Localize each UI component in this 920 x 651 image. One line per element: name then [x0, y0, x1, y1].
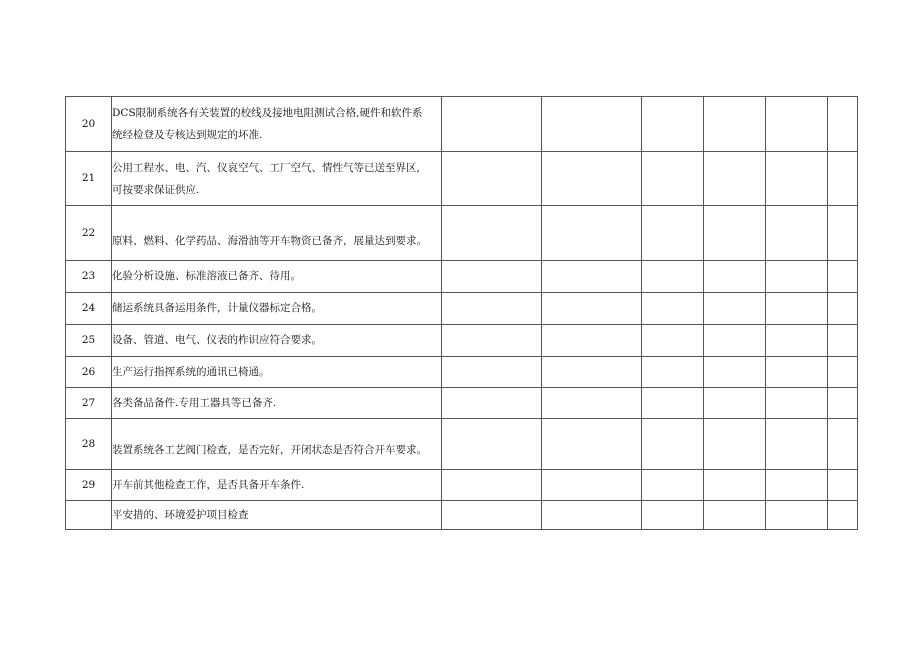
check-cell	[642, 470, 704, 501]
check-cell	[442, 388, 542, 419]
check-cell	[542, 325, 642, 357]
table-row	[66, 501, 858, 530]
item-description: 设备、管道、电气、仪表的柞识应符合要求。	[112, 325, 442, 357]
check-cell	[828, 261, 858, 293]
item-description	[112, 97, 442, 152]
check-cell	[442, 470, 542, 501]
check-cell	[766, 261, 828, 293]
row-number: 24	[66, 293, 112, 325]
check-cell	[542, 97, 642, 152]
row-number: 23	[66, 261, 112, 293]
check-cell	[642, 325, 704, 357]
check-cell	[766, 419, 828, 470]
check-cell	[642, 152, 704, 206]
check-cell	[766, 97, 828, 152]
check-cell	[542, 388, 642, 419]
item-description: 储运系统具备运用条件，计量仪器标定合格。	[112, 293, 442, 325]
item-description: 各类备品备件.专用工器具等已备齐.	[112, 388, 442, 419]
check-cell	[828, 470, 858, 501]
item-description: 生产运行指挥系统的通讯已椅通。	[112, 357, 442, 388]
item-description: 原料、燃料、化学药品、海滑油等开车物资已备齐，展量达到要求。	[112, 206, 442, 261]
check-cell	[704, 357, 766, 388]
check-cell	[704, 206, 766, 261]
check-cell	[766, 325, 828, 357]
table-row	[66, 470, 858, 501]
table-row	[66, 293, 858, 325]
check-cell	[542, 357, 642, 388]
check-cell	[642, 501, 704, 530]
check-cell	[442, 325, 542, 357]
table-row	[66, 152, 858, 206]
section-heading: 平安措的、环境爱护项目检查	[112, 501, 442, 530]
table-row	[66, 97, 858, 152]
check-cell	[766, 152, 828, 206]
item-text-line: 可按要求保证供应.	[112, 183, 200, 196]
check-cell	[766, 388, 828, 419]
table-row	[66, 261, 858, 293]
check-cell	[542, 470, 642, 501]
check-cell	[442, 97, 542, 152]
row-number	[66, 501, 112, 530]
row-number: 21	[66, 152, 112, 206]
check-cell	[704, 419, 766, 470]
check-cell	[704, 152, 766, 206]
check-cell	[704, 388, 766, 419]
check-cell	[542, 152, 642, 206]
check-cell	[704, 97, 766, 152]
row-number: 29	[66, 470, 112, 501]
check-cell	[542, 293, 642, 325]
check-cell	[828, 501, 858, 530]
check-cell	[828, 293, 858, 325]
check-cell	[442, 152, 542, 206]
item-description	[112, 152, 442, 206]
check-cell	[442, 419, 542, 470]
row-number: 26	[66, 357, 112, 388]
check-cell	[766, 206, 828, 261]
check-cell	[642, 357, 704, 388]
check-cell	[704, 293, 766, 325]
check-cell	[642, 293, 704, 325]
item-description: 开车前其他检查工作，是否具备开车条件.	[112, 470, 442, 501]
check-cell	[642, 206, 704, 261]
check-cell	[442, 357, 542, 388]
check-cell	[442, 501, 542, 530]
check-cell	[642, 388, 704, 419]
table-row	[66, 357, 858, 388]
check-cell	[828, 152, 858, 206]
row-number: 27	[66, 388, 112, 419]
check-cell	[442, 261, 542, 293]
check-cell	[828, 388, 858, 419]
row-number: 28	[66, 419, 112, 470]
check-cell	[442, 293, 542, 325]
check-cell	[704, 470, 766, 501]
check-cell	[442, 206, 542, 261]
check-cell	[642, 261, 704, 293]
check-cell	[542, 261, 642, 293]
item-description: 化验分析设施、标准溶液已备齐、待用。	[112, 261, 442, 293]
check-cell	[704, 501, 766, 530]
check-cell	[766, 293, 828, 325]
inspection-checklist-table	[65, 96, 858, 530]
check-cell	[828, 419, 858, 470]
table-row	[66, 388, 858, 419]
check-cell	[828, 325, 858, 357]
check-cell	[704, 325, 766, 357]
check-cell	[642, 97, 704, 152]
check-cell	[828, 357, 858, 388]
check-cell	[766, 470, 828, 501]
item-text-line: 统经检登及专核达到规定的坏准.	[112, 129, 263, 141]
table-row	[66, 419, 858, 470]
check-cell	[542, 419, 642, 470]
check-cell	[766, 501, 828, 530]
check-cell	[542, 501, 642, 530]
check-cell	[766, 357, 828, 388]
table-row	[66, 325, 858, 357]
row-number: 22	[66, 206, 112, 261]
check-cell	[642, 419, 704, 470]
item-text-line: DCS限制系统各有关装置的校线及接地电阻测试合格,硬件和软件系	[112, 107, 423, 119]
check-cell	[828, 206, 858, 261]
table-row	[66, 206, 858, 261]
row-number: 25	[66, 325, 112, 357]
item-text-line: 公用工程水、电、汽、仪哀空气、工厂空气、情性气等已送至界区,	[112, 161, 420, 174]
item-description: 装置系统各工艺阀门检查，是否完好，开闭状态是否符合开车要求。	[112, 419, 442, 470]
row-number: 20	[66, 97, 112, 152]
check-cell	[828, 97, 858, 152]
check-cell	[542, 206, 642, 261]
check-cell	[704, 261, 766, 293]
